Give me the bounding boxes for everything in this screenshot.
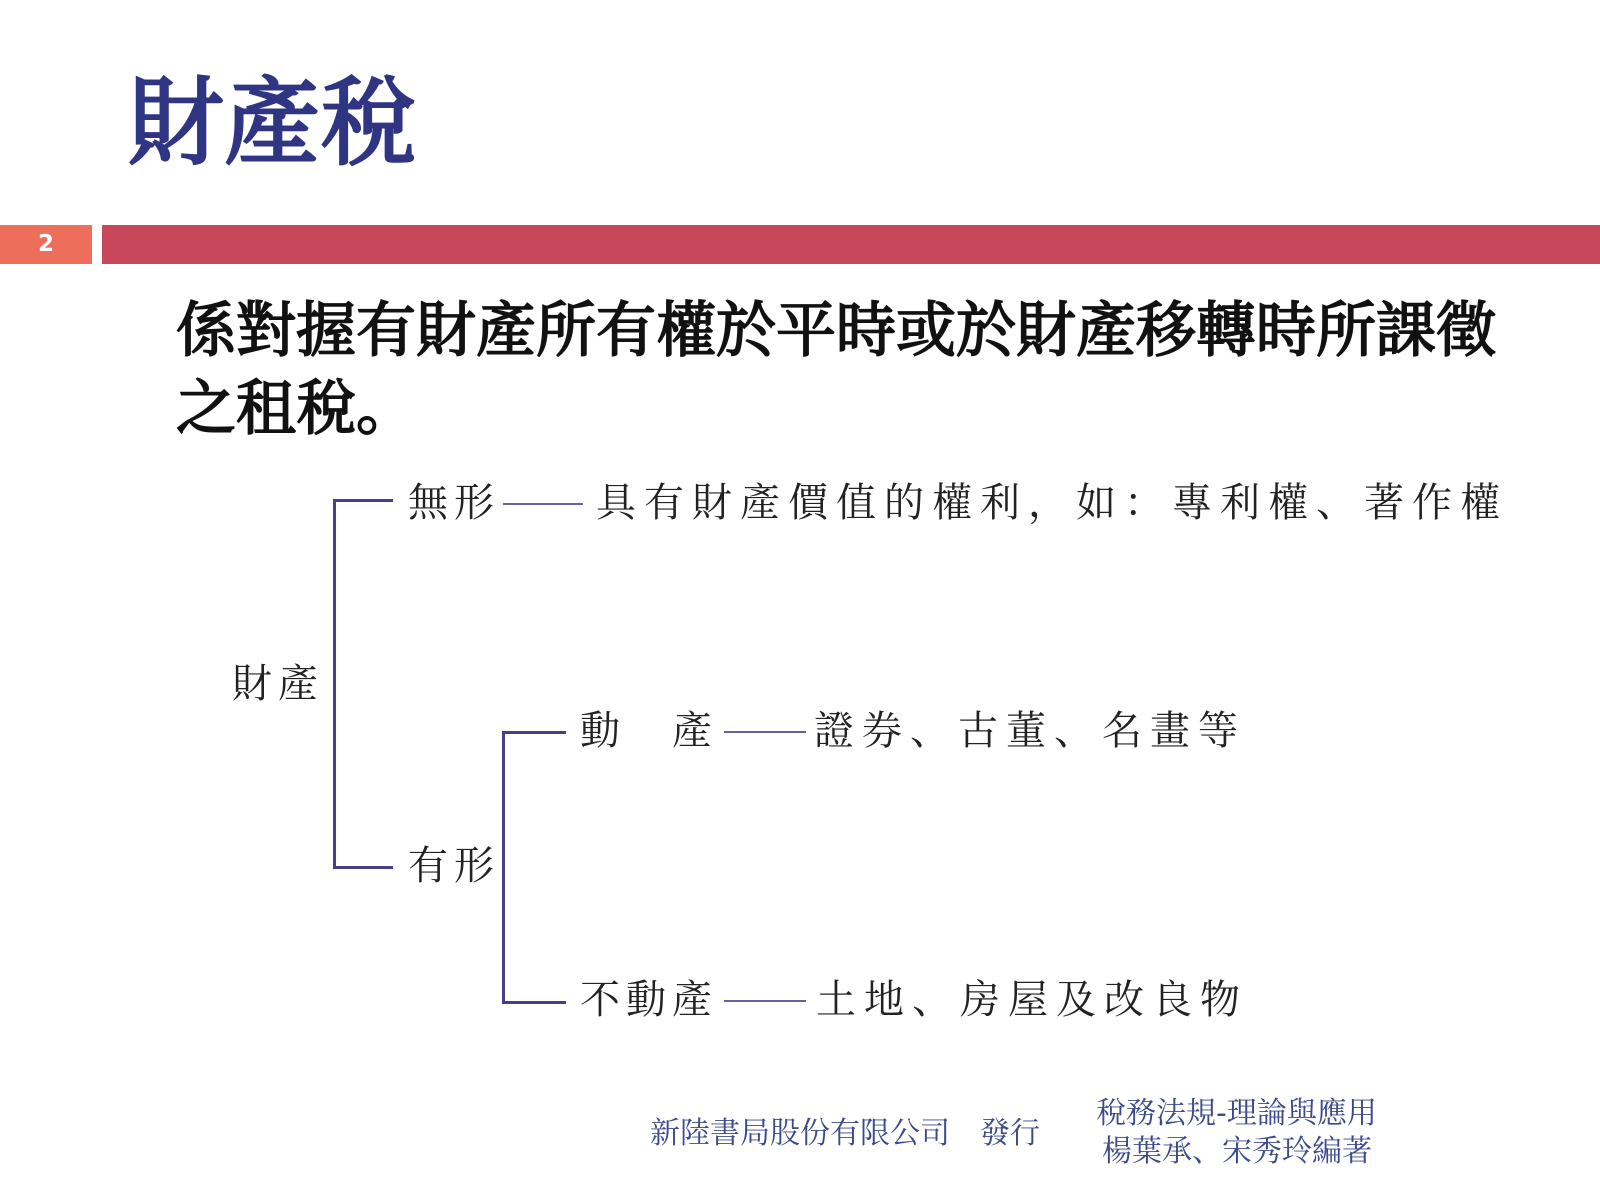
slide-title: 財產稅 <box>128 67 416 179</box>
root-bracket-top <box>333 499 393 502</box>
tangible-label: 有形 <box>408 843 500 889</box>
intangible-connector <box>503 503 583 505</box>
tangible-bracket-top <box>502 731 566 734</box>
movable-description: 證券、古董、名畫等 <box>814 708 1246 754</box>
header-bar <box>102 225 1600 264</box>
movable-connector <box>724 731 806 733</box>
slide-number: 2 <box>37 231 54 257</box>
immovable-connector <box>724 1000 806 1002</box>
intangible-label: 無形 <box>408 480 500 526</box>
movable-label: 動 產 <box>580 708 718 754</box>
tangible-bracket-vertical <box>502 731 505 1004</box>
definition-text: 係對握有財產所有權於平時或於財產移轉時所課徵之租稅。 <box>176 296 1496 444</box>
tangible-bracket-bottom <box>502 1001 566 1004</box>
slide-number-badge <box>0 225 92 264</box>
root-bracket-vertical <box>333 499 336 869</box>
intangible-description: 具有財產價值的權利，如：專利權、著作權 <box>596 480 1508 526</box>
footer-authors: 楊葉承、宋秀玲編著 <box>1102 1134 1372 1169</box>
root-bracket-bottom <box>333 866 393 869</box>
tree-root-label: 財產 <box>232 661 324 707</box>
footer-publisher: 新陸書局股份有限公司 發行 <box>650 1116 1040 1151</box>
immovable-label: 不動產 <box>580 977 718 1023</box>
footer-book-title: 稅務法規-理論與應用 <box>1096 1096 1377 1131</box>
immovable-description: 土地、房屋及改良物 <box>816 977 1248 1023</box>
